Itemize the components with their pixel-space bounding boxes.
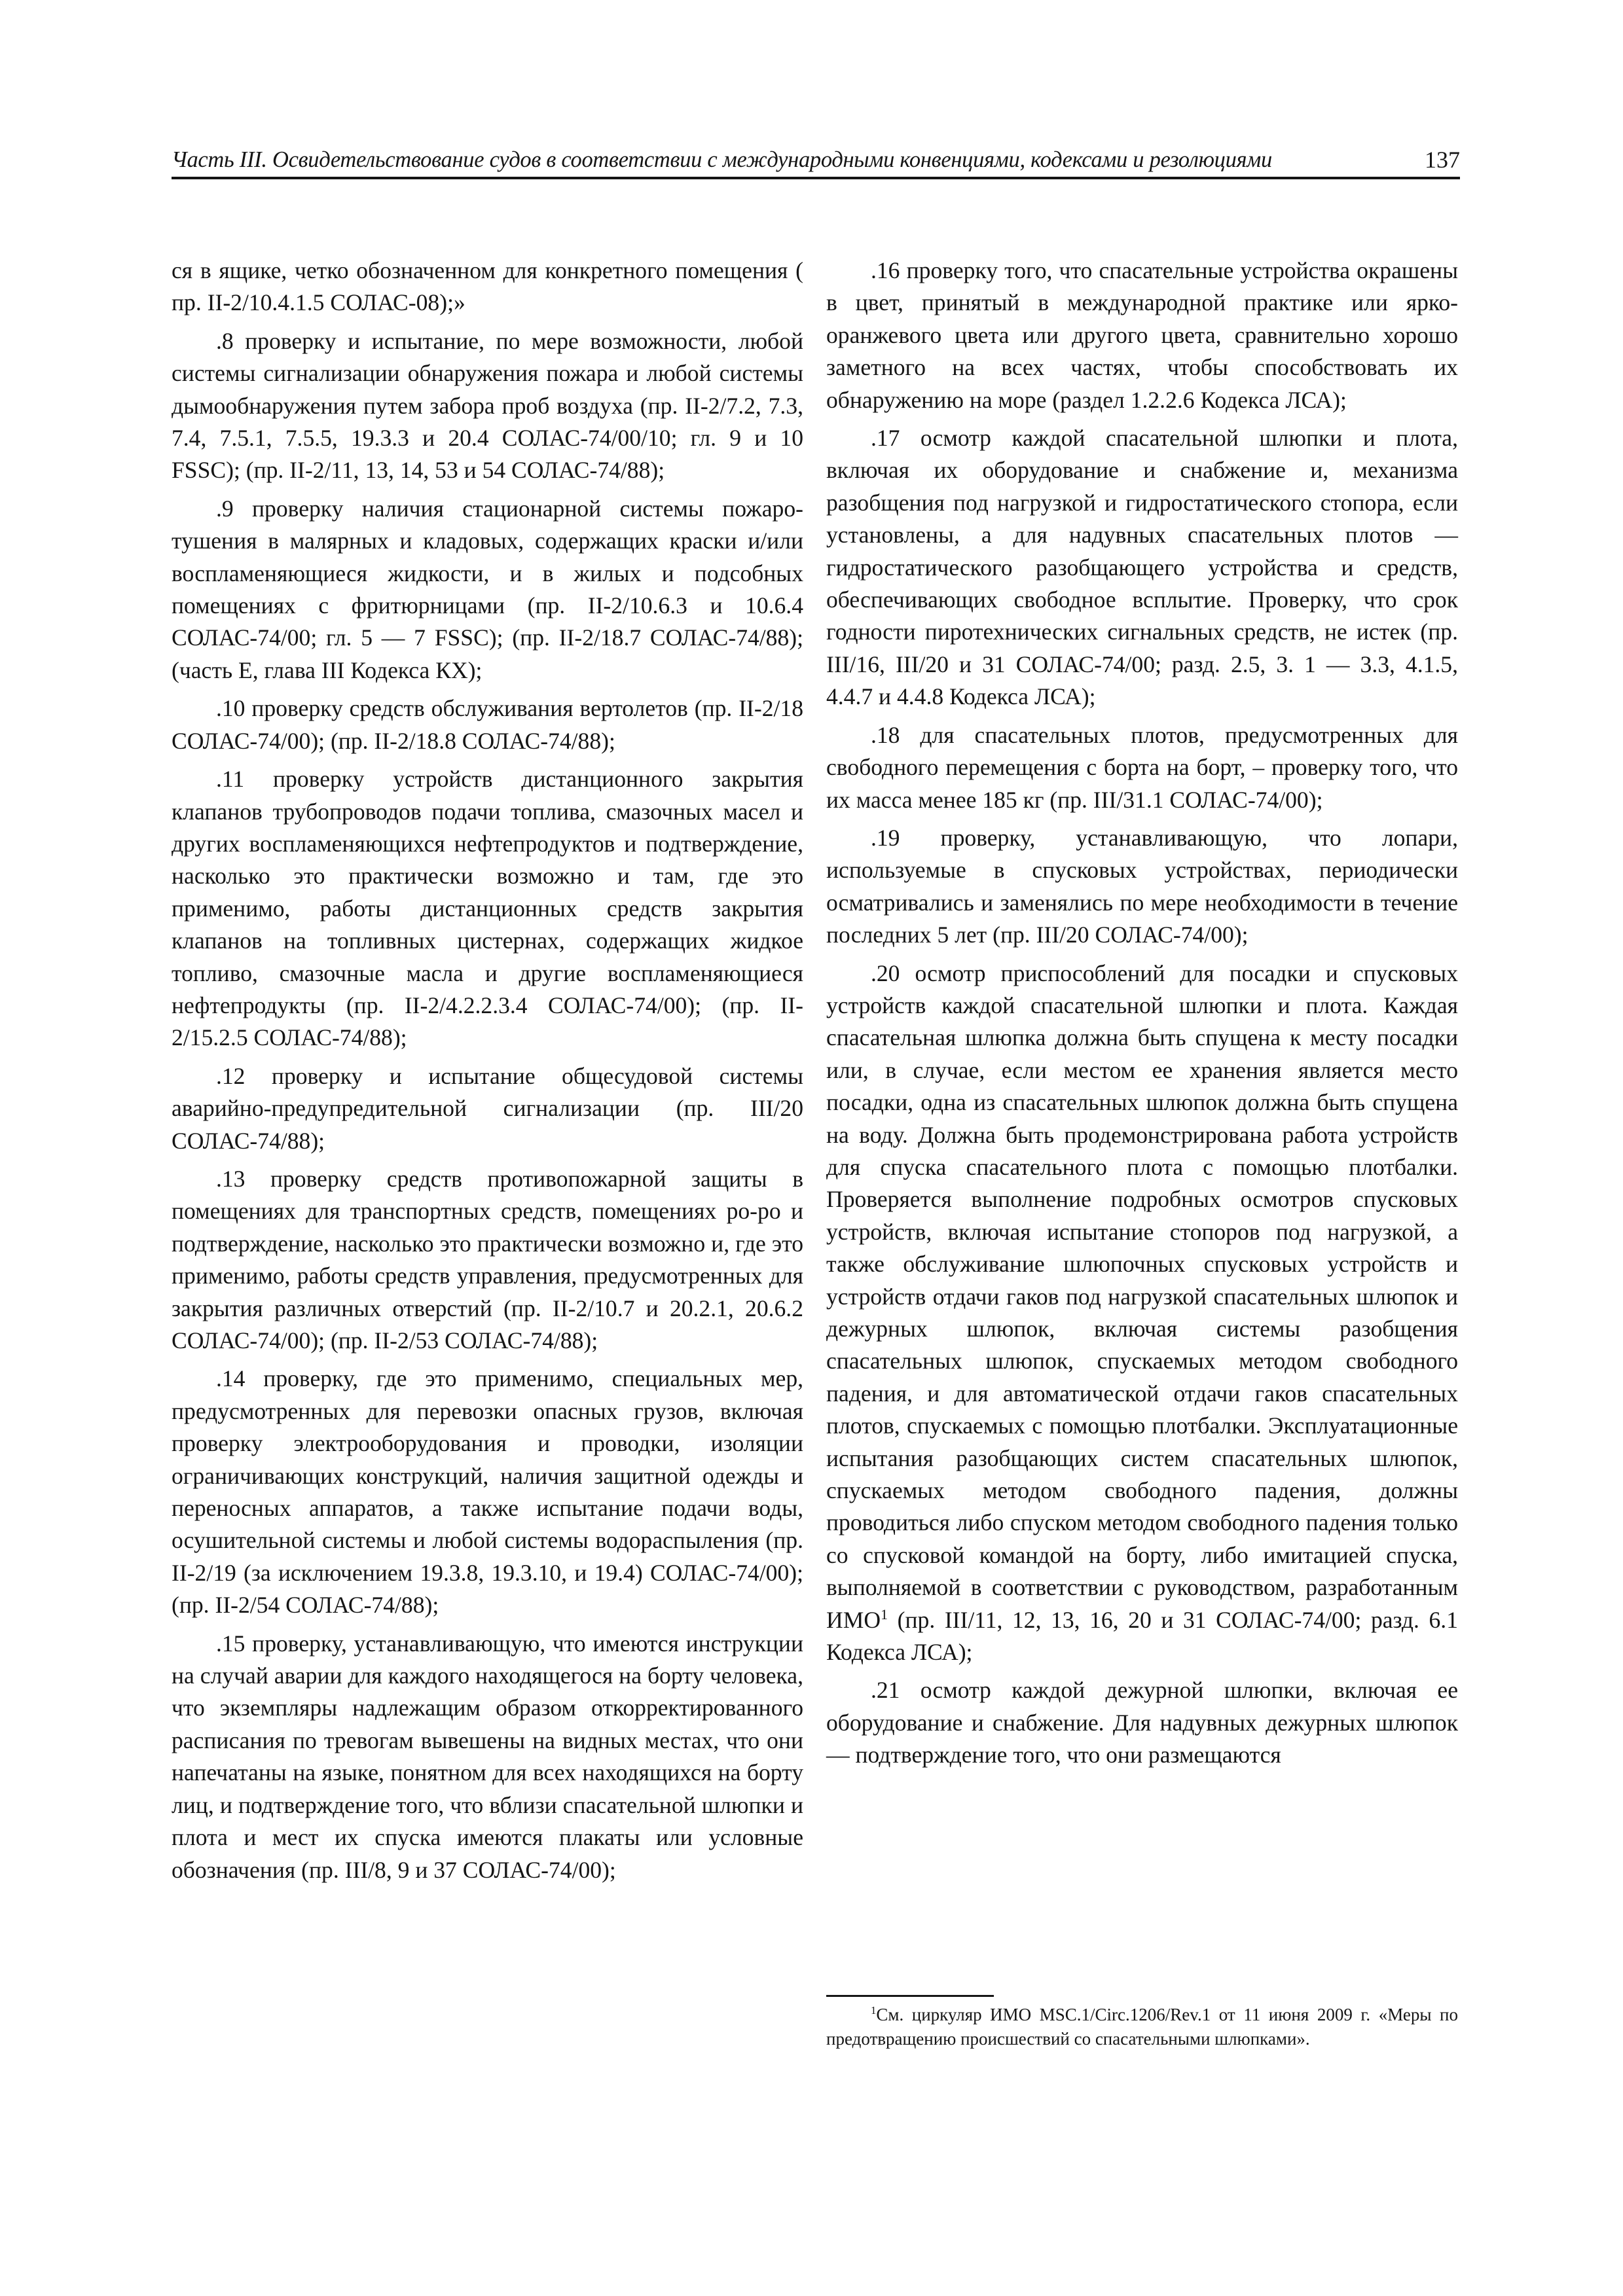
left-column	[172, 255, 803, 1892]
paragraph: .9 проверку наличия стационарной системы пожаротушения в малярных и кладовых, содержащих краски и/или воспламеняющиеся жидкости, и в жилых и подсобных помещениях с фритюрницами (пр. II-2/10.6.3 и 10.6.4 СОЛАС-74/00; гл. 5 — 7 FSSC); (пр. II-2/18.7 СОЛАС-74/88); (часть Е, глава III Кодекса КХ);	[172, 495, 803, 683]
paragraph: .19 проверку, устанавливающую, что лопари, используемые в спусковых устройствах, периодически осматривались и заменялись по мере необходимости в течение последних 5 лет (пр. III/20 СОЛАС-74/00);	[826, 824, 1458, 948]
header-rule	[172, 177, 1460, 179]
paragraph: .18 для спасательных плотов, предусмотренных для свободного перемещения с борта на борт, – проверку того, что их масса менее 185 кг (пр. III/31.1 СОЛАС-74/00);	[826, 721, 1458, 813]
paragraph: .8 проверку и испытание, по мере возможности, любой системы сигнализации обнаружения пожара и любой системы дымообнаружения путем забора проб воздуха (пр. II-2/7.2, 7.3, 7.4, 7.5.1, 7.5.5, 19.3.3 и 20.4 СОЛАС-74/00/10; гл. 9 и 10 FSSC); (пр. II-2/11, 13, 14, 53 и 54 СОЛАС-74/88);	[172, 327, 803, 484]
right-column	[826, 255, 1458, 1778]
footnote-reference: 1	[881, 1605, 888, 1623]
paragraph: .13 проверку средств противопожарной защиты в помещениях для транспортных средств, помещениях ро-ро и подтверждение, насколько это практически возможно и, где это применимо, работы средств управления, предусмотренных для закрытия различных отверстий (пр. II-2/10.7 и 20.2.1, 20.6.2 СОЛАС-74/00); (пр. II-2/53 СОЛАС-74/88);	[172, 1165, 803, 1354]
paragraph	[826, 958, 1458, 1669]
paragraph: .10 проверку средств обслуживания вертолетов (пр. II-2/18 СОЛАС-74/00); (пр. II-2/18.8 СОЛАС-74/88);	[172, 695, 803, 754]
paragraph: .17 осмотр каждой спасательной шлюпки и плота, включая их оборудование и снабжение и, механизма разобщения под нагрузкой и гидростатического стопора, если установлены, а для надувных спасательных плотов — гидростатического разобщающего устройства и средств, обеспечивающих свободное всплытие. Проверку, что срок годности пиротехнических сигнальных средств, не истек (пр. III/16, III/20 и 31 СОЛАС-74/00; разд. 2.5, 3. 1 — 3.3, 4.1.5, 4.4.7 и 4.4.8 Кодекса ЛСА);	[826, 425, 1458, 710]
paragraph: .11 проверку устройств дистанционного закрытия клапанов трубопроводов подачи топлива, смазочных масел и других воспламеняющихся нефтепродуктов и подтверждение, насколько это практически возможно и там, где это применимо, работы дистанционных средств закрытия клапанов на топливных цистернах, содержащих жидкое топливо, смазочные масла и другие воспламеняющиеся нефтепродукты (пр. II-2/4.2.2.3.4 СОЛАС-74/00); (пр. II-2/15.2.5 СОЛАС-74/88);	[172, 766, 803, 1051]
footnote	[826, 2003, 1458, 2051]
paragraph: .15 проверку, устанавливающую, что имеются инструкции на случай аварии для каждого находящегося на борту человека, что экземпляры надлежащим образом откорректированного расписания по тревогам вывешены на видных местах, что они напечатаны на языке, понятном для всех находящихся на борту лиц, и подтверждение того, что вблизи спасательной шлюпки и плота и мест их спуска имеются плакаты или условные обозначения (пр. III/8, 9 и 37 СОЛАС-74/00);	[172, 1630, 803, 1883]
paragraph: .21 осмотр каждой дежурной шлюпки, включая ее оборудование и снабжение. Для надувных дежурных шлюпок — подтверждение того, что они размещаются	[826, 1677, 1458, 1768]
paragraph: .16 проверку того, что спасательные устройства окрашены в цвет, принятый в международной практике или ярко-оранжевого цвета или другого цвета, сравнительно хорошо заметного на всех частях, чтобы способствовать их обнаружению на море (раздел 1.2.2.6 Кодекса ЛСА);	[826, 257, 1458, 413]
paragraph-text: (пр. III/11, 12, 13, 16, 20 и 31 СОЛАС-74/00; разд. 6.1 Кодекса ЛСА);	[826, 1606, 1458, 1666]
footnote-rule	[826, 1995, 994, 1997]
paragraph: ся в ящике, четко обозначенном для конкретного помещения ( пр. II-2/10.4.1.5 СОЛАС-08);»	[172, 257, 803, 316]
running-header	[172, 145, 1460, 174]
paragraph: .14 проверку, где это применимо, специальных мер, предусмотренных для перевозки опасных грузов, включая проверку электрооборудования и проводки, изоляции ограничивающих конструкций, наличия защитной одежды и переносных аппаратов, а также испытание подачи воды, осушительной системы и любой системы водораспыления (пр. II-2/19 (за исключением 19.3.8, 19.3.10, и 19.4) СОЛАС-74/00); (пр. II-2/54 СОЛАС-74/88);	[172, 1365, 803, 1619]
running-header-title: Часть III. Освидетельствование судов в соответствии с международными конвенциями, кодексами и резолюциями	[172, 147, 1272, 172]
paragraph: .12 проверку и испытание общесудовой системы аварийно-предупредительной сигнализации (пр. III/20 СОЛАС-74/88);	[172, 1062, 803, 1154]
paragraph-text: .20 осмотр приспособлений для посадки и спусковых устройств каждой спасательной шлюпки и плота. Каждая спасательная шлюпка должна быть спущена к месту посадки или, в случае, если местом ее хранения является место посадки, одна из спасательных шлюпок должна быть спущена на воду. Должна быть продемонстрирована работа устройств для спуска спасательного плота с помощью плотбалки. Проверяется выполнение подробных осмотров спусковых устройств, включая испытание стопоров под нагрузкой, а также обслуживание шлюпочных спусковых устройств и устройств отдачи гаков под нагрузкой спасательных шлюпок и дежурных шлюпок, включая системы разобщения спасательных шлюпок, спускаемых методом свободного падения, и для автоматической отдачи гаков спасательных плотов, спускаемых с помощью плотбалки. Эксплуатационные испытания разобщающих систем спасательных шлюпок, спускаемых методом свободного падения, должны проводиться либо спуском методом свободного падения только со спусковой командой на борту, либо имитацией спуска, выполняемой в соответствии с руководством, разработанным ИМО	[826, 960, 1458, 1633]
page-number: 137	[1425, 147, 1460, 173]
footnote-marker: 1	[871, 2004, 877, 2017]
footnote-text: См. циркуляр ИМО MSC.1/Circ.1206/Rev.1 от 11 июня 2009 г. «Меры по предотвращению происшествий со спасательными шлюпками».	[826, 2005, 1458, 2049]
